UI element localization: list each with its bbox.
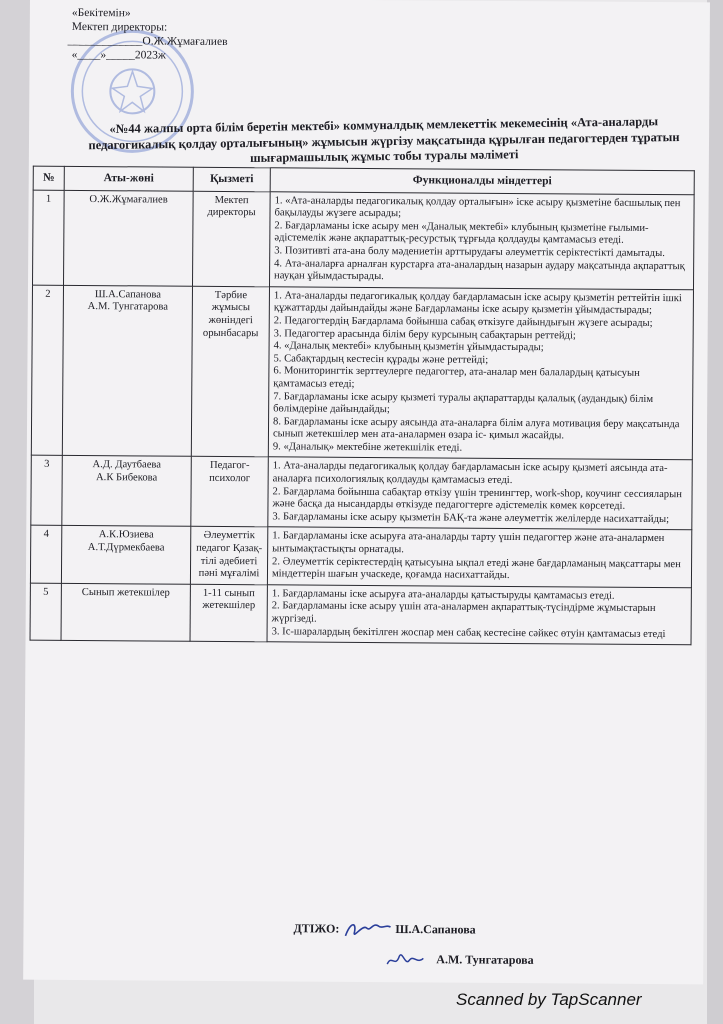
table-row bbox=[30, 526, 691, 588]
row-duties bbox=[268, 287, 693, 461]
duty-item: 4. «Даналық мектебі» клубының қызметін ұйымдастырады; bbox=[273, 340, 544, 354]
duty-item: 8. Бағдарламаны іске асыру аясында ата-аналарға білім алуға мотивация беру мақсатында сынып жетекшілер мен ата-аналармен өзара іс- қимыл жасайды. bbox=[272, 416, 680, 442]
duty-item: 9. «Даналық» мектебіне жетекшілік етеді. bbox=[272, 441, 463, 454]
signature-line-2 bbox=[383, 948, 534, 973]
row-duties bbox=[267, 527, 691, 587]
person-name: А.К Бибекова bbox=[96, 472, 158, 484]
duty-item: 1. «Ата-аналарды педагогикалық қолдау орталығын» іске асыру қызметіне басшылық пен бақылауды жүзеге асырады; bbox=[274, 194, 681, 220]
person-name: О.Ж.Жұмағалиев bbox=[89, 193, 168, 206]
scan-background-right bbox=[707, 0, 723, 1024]
person-name: А.К.Юзиева bbox=[98, 529, 154, 541]
header-position: Қызметі bbox=[193, 167, 270, 191]
approval-director-line: _____________О.Ж.Жұмағалиев bbox=[67, 34, 228, 49]
row-position: Мектеп директоры bbox=[192, 191, 270, 287]
duty-item: 2. Бағдарлама бойынша сабақтар өткізу үшін тренингтер, work-shop, коучинг сессияларын және басқа да нысандарды өткізуде педагогтерге әдістемелік көмек көрсетеді. bbox=[272, 485, 682, 513]
approval-heading: «Бекітемін» bbox=[71, 6, 131, 20]
duty-item: 7. Бағдарламаны іске асыру қызметі туралы ақпараттарды қалалық (аудандық) білім бөлімдеріне дайындайды; bbox=[273, 390, 654, 416]
row-names bbox=[61, 526, 190, 584]
duty-item: 1. Ата-аналарды педагогикалық қолдау бағдарламасын іске асыру қызметін реттейтін ішкі құжаттарды дайындайды және Бағдарламаны іске асыру қызметін ұйымдастырады; bbox=[273, 290, 682, 317]
row-names bbox=[62, 456, 191, 527]
duty-item: 2. Педагогтердің Бағдарлама бойынша сабақ өткізуге дайындығын жүзеге асырады; bbox=[273, 315, 653, 329]
table-row bbox=[33, 190, 695, 290]
duty-item: 5. Сабақтардың кестесін құрады және реттейді; bbox=[273, 353, 489, 366]
row-names bbox=[61, 583, 190, 641]
handwritten-signature-icon bbox=[342, 918, 392, 942]
table-row bbox=[30, 583, 691, 645]
document-title: «№44 жалпы орта білім беретін мектебі» коммуналдық мемлекеттік мекемесінің «Ата-аналарды педагогикалық қолдау орталығының» жұмысын жүргізу мақсатында құрылған педагогтерден тұратын шығармашылық жұмыс тобы туралы мәліметі bbox=[88, 114, 680, 165]
approval-date-line: «____»_____2023ж bbox=[71, 48, 166, 62]
row-number: 5 bbox=[30, 583, 61, 641]
person-name: А.Д. Даутбаева bbox=[92, 459, 162, 472]
row-duties bbox=[267, 585, 691, 645]
row-position: 1-11 сынып жетекшілер bbox=[190, 584, 267, 642]
duties-table bbox=[30, 166, 695, 646]
row-position: Тәрбие жұмысы жөніндегі орынбасары bbox=[191, 286, 269, 457]
row-number: 4 bbox=[30, 526, 61, 584]
duty-item: 3. Іс-шаралардың бекітілген жоспар мен сабақ кестесіне сәйкес өтуін қамтамасыз етеді bbox=[271, 625, 666, 640]
row-duties bbox=[269, 191, 694, 289]
header-duties: Функционалды міндеттері bbox=[270, 168, 694, 195]
person-name: Сынып жетекшілер bbox=[81, 586, 170, 599]
signature-label: ДТІЖО: bbox=[293, 921, 340, 936]
duty-item: 6. Мониторингтік зерттеулерге педагогтер, ата-аналар мен балалардың қатысуын қамтамасыз етеді; bbox=[273, 365, 640, 390]
document-page bbox=[23, 0, 710, 984]
row-number: 2 bbox=[31, 285, 63, 456]
person-name: Ш.А.Сапанова bbox=[94, 288, 162, 301]
duty-item: 1. Ата-аналарды педагогикалық қолдау бағдарламасын іске асыру қызметі аясында ата-аналарға психологиялық қолдауды қамтамасыз етеді. bbox=[272, 460, 668, 487]
person-name: А.М. Тунгатарова bbox=[87, 301, 169, 313]
handwritten-signature-icon bbox=[383, 948, 433, 972]
signature-name-1: Ш.А.Сапанова bbox=[395, 921, 476, 937]
duty-item: 3. Позитивті ата-ана болу мәдениетін арттырудағы әлеуметтік серіктестікті дамытады. bbox=[274, 245, 665, 260]
row-names bbox=[64, 190, 194, 286]
duty-item: 4. Ата-аналарға арналған курстарға ата-аналардың назарын аудару мақсатында ақпараттық науқан ұйымдастырады. bbox=[274, 257, 685, 283]
duty-item: 3. Бағдарламаны іске асыру қызметін БАҚ-та және әлеуметтік желілерде насихаттайды; bbox=[272, 511, 670, 525]
signature-name-2: А.М. Тунгатарова bbox=[436, 952, 534, 967]
person-name: А.Т.Дүрмекбаева bbox=[87, 542, 165, 554]
table-row bbox=[31, 456, 692, 531]
header-name: Аты-жөні bbox=[64, 166, 193, 190]
row-names bbox=[62, 285, 192, 457]
table-row bbox=[31, 285, 693, 460]
signature-line-1 bbox=[293, 917, 475, 942]
row-position: Әлеуметтік педагог Қазақ-тілі әдебиеті пәні мұғалімі bbox=[190, 527, 267, 585]
row-number: 3 bbox=[31, 456, 62, 526]
row-duties bbox=[268, 457, 692, 530]
scanner-watermark: Scanned by TapScanner bbox=[456, 990, 642, 1009]
row-number: 1 bbox=[33, 190, 65, 285]
duty-item: 3. Педагогтер арасында білім беру курсының сабақтарын реттейді; bbox=[273, 327, 576, 341]
approval-role: Мектеп директоры: bbox=[71, 20, 168, 34]
duty-item: 2. Бағдарламаны іске асыру үшін ата-аналармен ақпараттық-түсіндірме жұмыстарын жүргізеді. bbox=[271, 600, 656, 625]
row-position: Педагог-психолог bbox=[191, 457, 268, 528]
approval-block bbox=[67, 6, 228, 63]
duty-item: 1. Бағдарламаны іске асыруға ата-аналарды тарту үшін педагогтер және ата-аналармен ынтымақтастықты орнатады. bbox=[272, 530, 665, 556]
duty-item: 2. Әлеуметтік серіктестердің қатысуына ықпал етеді және бағдарламаның мақсаттары мен міндеттерін шағын учаскеде, қоғамда насихаттайды. bbox=[271, 555, 681, 582]
header-number: № bbox=[33, 166, 64, 190]
duty-item: 2. Бағдарламаны іске асыру мен «Даналық мектебі» клубының қызметіне ғылыми-әдістемелік және ақпараттық-ресурстық тұрғыда қолдауды қамтамасыз етеді. bbox=[274, 220, 649, 247]
duty-item: 1. Бағдарламаны іске асыруға ата-аналарды қатыстыруды қамтамасыз етеді. bbox=[271, 588, 615, 602]
